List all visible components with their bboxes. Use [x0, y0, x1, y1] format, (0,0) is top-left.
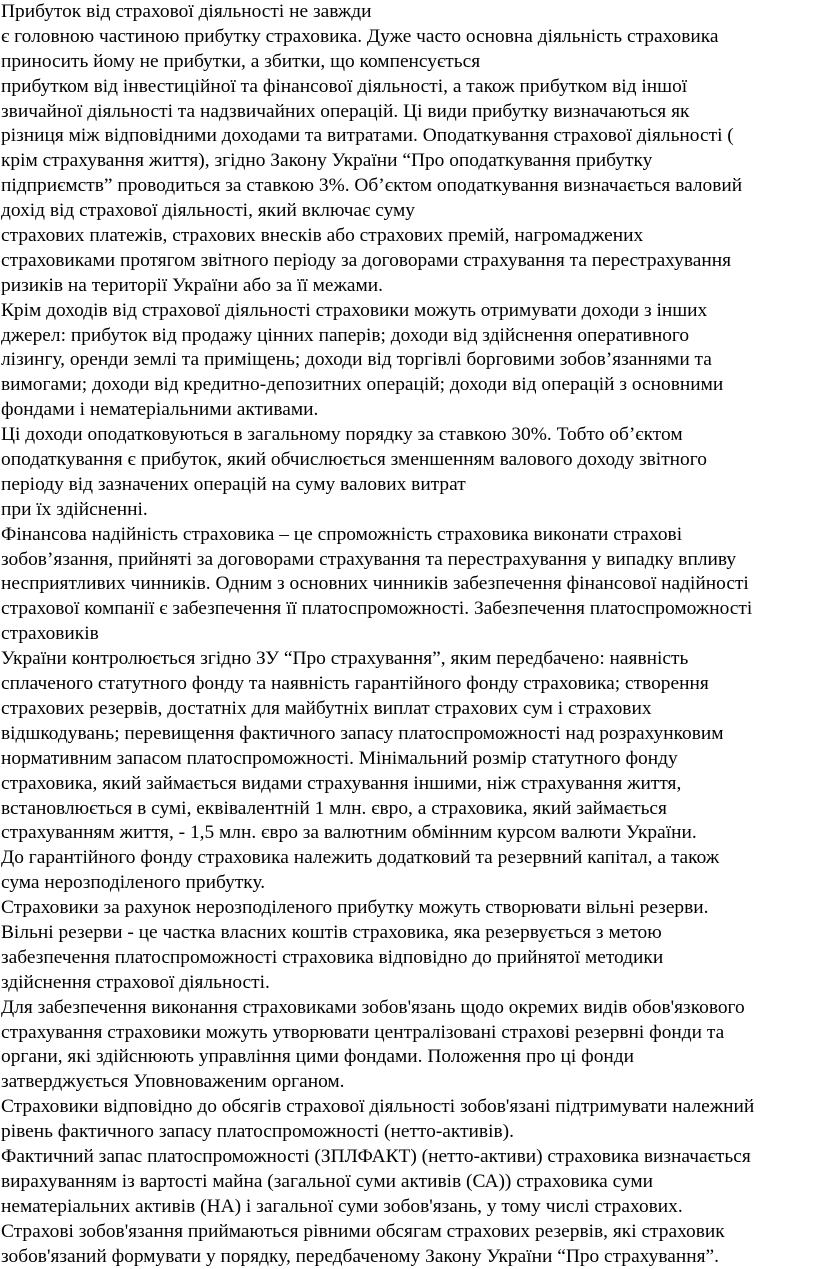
text-line: Вільні резерви - це частка власних коштів страховика, яка резервується з метою	[1, 921, 662, 943]
text-line: Фінансова надійність страховика – це спроможність страховика виконати страхові	[1, 523, 683, 545]
text-line: встановлюється в сумі, еквівалентній 1 млн. євро, а страховика, який займається	[1, 797, 667, 819]
text-line: забезпечення платоспроможності страховика відповідно до прийнятої методики	[1, 946, 664, 968]
text-line: оподаткування є прибуток, який обчислюється зменшенням валового доходу звітного	[1, 449, 707, 471]
text-line: при їх здійсненні.	[1, 498, 148, 520]
text-line: відшкодувань; перевищення фактичного запасу платоспроможності над розрахунковим	[1, 722, 724, 744]
text-line: Страховики відповідно до обсягів страхової діяльності зобов'язані підтримувати належний	[1, 1096, 755, 1118]
text-line: страхуванням життя, - 1,5 млн. євро за валютним обмінним курсом валюти України.	[1, 822, 697, 844]
text-line: вимогами; доходи від кредитно-депозитних операцій; доходи від операцій з основними	[1, 374, 724, 396]
text-line: прибутком від інвестиційної та фінансової діяльності, а також прибутком від іншої	[1, 75, 688, 97]
text-line: страховика, який займається видами страхування іншими, ніж страхування життя,	[1, 772, 682, 794]
text-line: До гарантійного фонду страховика належить додатковий та резервний капітал, а також	[1, 847, 720, 869]
text-line: України контролюється згідно ЗУ “Про страхування”, яким передбачено: наявність	[1, 648, 689, 670]
text-line: зобов’язання, прийняті за договорами страхування та перестрахування у випадку впливу	[1, 548, 737, 570]
text-line: Прибуток від страхової діяльності не завжди	[1, 1, 372, 22]
text-line: сума нерозподіленого прибутку.	[1, 872, 266, 894]
text-line: рівень фактичного запасу платоспроможності (нетто-активів).	[1, 1121, 514, 1143]
text-line: несприятливих чинників. Одним з основних чинників забезпечення фінансової надійності	[1, 573, 749, 595]
text-line: Фактичний запас платоспроможності (ЗПЛФАКТ) (нетто-активи) страховика визначається	[1, 1145, 751, 1167]
text-line: приносить йому не прибутки, а збитки, що компенсується	[1, 50, 481, 72]
text-line: лізингу, оренди землі та приміщень; доходи від торгівлі борговими зобов’язаннями та	[1, 349, 712, 371]
text-line: різниця між відповідними доходами та витратами. Оподаткування страхової діяльності (	[1, 125, 734, 147]
text-line: органи, які здійснюють управління цими фондами. Положення про ці фонди	[1, 1046, 635, 1068]
text-line: є головною частиною прибутку страховика. Дуже часто основна діяльність страховика	[1, 25, 719, 47]
text-line: здійснення страхової діяльності.	[1, 971, 270, 993]
text-line: сплаченого статутного фонду та наявність гарантійного фонду страховика; створення	[1, 673, 709, 695]
text-line: страхових платежів, страхових внесків або страхових премій, нагромаджених	[1, 225, 644, 247]
text-line: зобов'язаний формувати у порядку, передбаченому Закону України “Про страхування”.	[1, 1245, 719, 1267]
text-line: фондами і нематеріальними активами.	[1, 399, 319, 421]
text-line: Крім доходів від страхової діяльності страховики можуть отримувати доходи з інших	[1, 299, 708, 321]
text-line: нематеріальних активів (НА) і загальної суми зобов'язань, у тому числі страхових.	[1, 1195, 683, 1217]
text-line: страхової компанії є забезпечення її платоспроможності. Забезпечення платоспроможності	[1, 598, 753, 620]
text-line: Для забезпечення виконання страховиками зобов'язань щодо окремих видів обов'язкового	[1, 996, 745, 1018]
text-line: страхування страховики можуть утворювати централізовані страхові резервні фонди та	[1, 1021, 725, 1043]
text-line: нормативним запасом платоспроможності. Мінімальний розмір статутного фонду	[1, 747, 678, 769]
text-line: страховиків	[1, 623, 99, 645]
text-line: дохід від страхової діяльності, який включає суму	[1, 200, 415, 222]
text-line: звичайної діяльності та надзвичайних операцій. Ці види прибутку визначаються як	[1, 100, 690, 122]
text-line: Страховики за рахунок нерозподіленого прибутку можуть створювати вільні резерви.	[1, 897, 709, 919]
text-line: затверджується Уповноваженим органом.	[1, 1071, 345, 1093]
text-line: періоду від зазначених операцій на суму валових витрат	[1, 473, 466, 495]
text-line: джерел: прибуток від продажу цінних паперів; доходи від здійснення оперативного	[1, 324, 690, 346]
text-line: підприємств” проводиться за ставкою 3%. Об’єктом оподаткування визначається валовий	[1, 175, 743, 197]
text-line: крім страхування життя), згідно Закону України “Про оподаткування прибутку	[1, 150, 653, 172]
text-line: вирахуванням із вартості майна (загальної суми активів (СА)) страховика суми	[1, 1170, 654, 1192]
text-line: Страхові зобов'язання приймаються рівними обсягам страхових резервів, які страховик	[1, 1220, 725, 1242]
text-line: страхових резервів, достатніх для майбутніх виплат страхових сум і страхових	[1, 697, 652, 719]
text-line: Ці доходи оподатковуються в загальному порядку за ставкою 30%. Тобто об’єктом	[1, 424, 683, 446]
text-line: ризиків на території України або за її межами.	[1, 274, 383, 296]
text-line: страховиками протягом звітного періоду за договорами страхування та перестрахування	[1, 249, 732, 271]
